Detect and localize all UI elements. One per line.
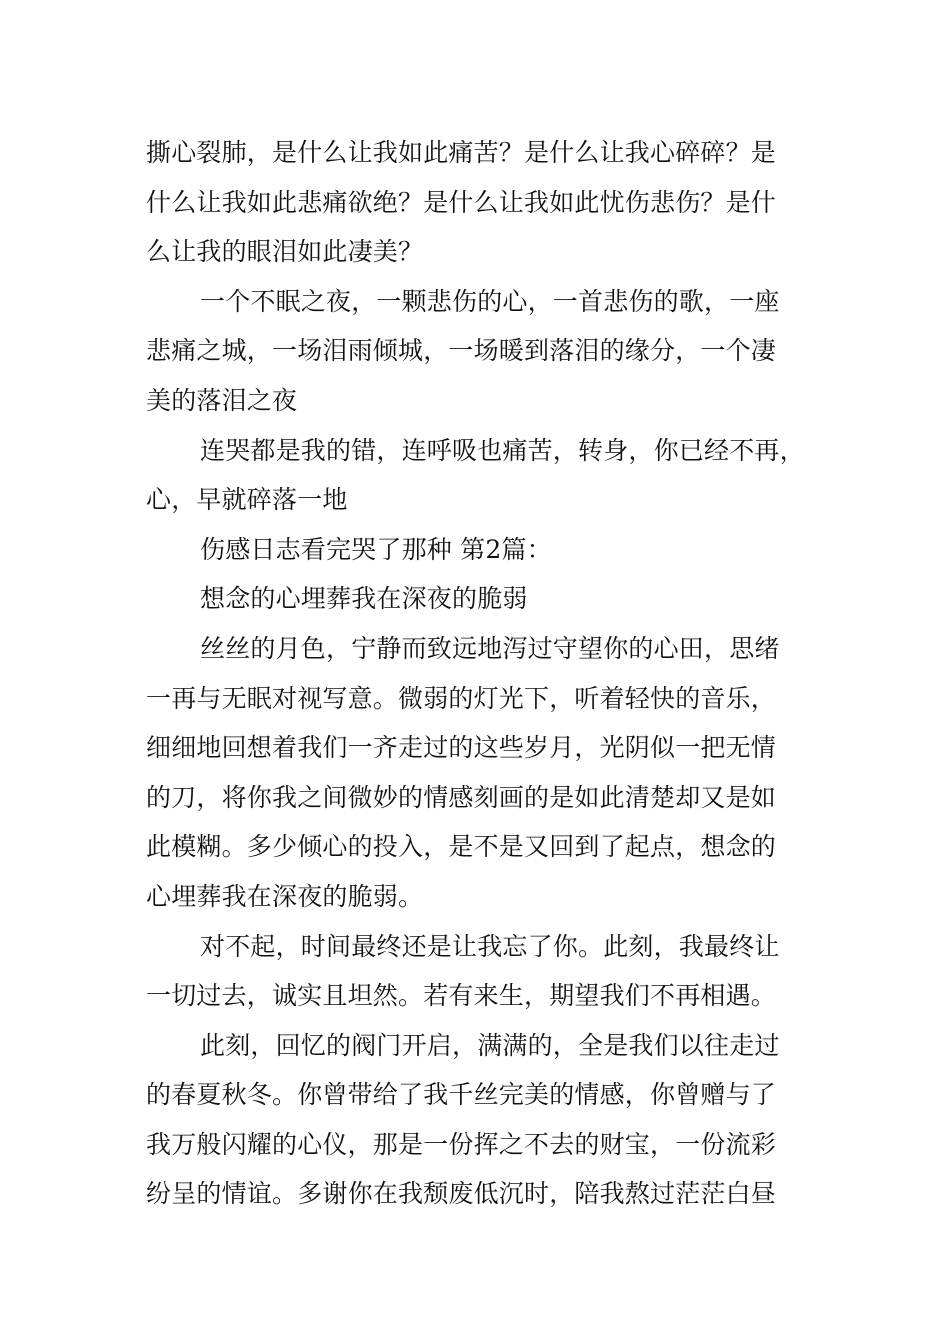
text-line: 什么让我如此悲痛欲绝？是什么让我如此忧伤悲伤？是什 — [146, 187, 777, 217]
paragraph-4 — [146, 624, 826, 922]
section-heading — [146, 525, 826, 575]
text-line: 心，早就碎落一地 — [146, 485, 348, 515]
paragraph-5 — [146, 922, 826, 1021]
text-line: 纷呈的情谊。多谢你在我颓废低沉时，陪我熬过茫茫白昼 — [146, 1179, 777, 1209]
paragraph-1 — [146, 128, 826, 277]
paragraph-2 — [146, 277, 826, 426]
text-line: 的春夏秋冬。你曾带给了我千丝完美的情感，你曾赠与了 — [146, 1080, 777, 1110]
text-line: 丝丝的月色，宁静而致远地泻过守望你的心田，思绪 — [200, 633, 780, 663]
text-line: 连哭都是我的错，连呼吸也痛苦，转身，你已经不再， — [200, 435, 805, 465]
text-line: 此刻，回忆的阀门开启，满满的，全是我们以往走过 — [200, 1030, 780, 1060]
text-line: 此模糊。多少倾心的投入，是不是又回到了起点，想念的 — [146, 832, 777, 862]
text-line: 悲痛之城，一场泪雨倾城，一场暖到落泪的缘分，一个凄 — [146, 336, 777, 366]
text-line: 么让我的眼泪如此凄美？ — [146, 237, 424, 267]
article-title — [146, 574, 826, 624]
text-line: 撕心裂肺，是什么让我如此痛苦？是什么让我心碎碎？是 — [146, 138, 777, 167]
text-line: 一切过去，诚实且坦然。若有来生，期望我们不再相遇。 — [146, 981, 777, 1011]
text-line: 细细地回想着我们一齐走过的这些岁月，光阴似一把无情 — [146, 733, 777, 763]
heading-line: 伤感日志看完哭了那种 第2篇： — [200, 534, 552, 564]
paragraph-3 — [146, 426, 826, 525]
text-line: 一个不眠之夜，一颗悲伤的心，一首悲伤的歌，一座 — [200, 286, 780, 316]
text-line: 我万般闪耀的心仪，那是一份挥之不去的财宝，一份流彩 — [146, 1129, 777, 1159]
text-line: 的刀，将你我之间微妙的情感刻画的是如此清楚却又是如 — [146, 782, 777, 812]
text-line: 对不起，时间最终还是让我忘了你。此刻，我最终让 — [200, 931, 780, 961]
text-line: 心埋葬我在深夜的脆弱。 — [146, 881, 424, 911]
document-body — [146, 128, 826, 1219]
title-line: 想念的心埋葬我在深夜的脆弱 — [200, 584, 528, 614]
text-line: 一再与无眠对视写意。微弱的灯光下，听着轻快的音乐， — [146, 683, 777, 713]
text-line: 美的落泪之夜 — [146, 385, 298, 415]
paragraph-6 — [146, 1021, 826, 1219]
